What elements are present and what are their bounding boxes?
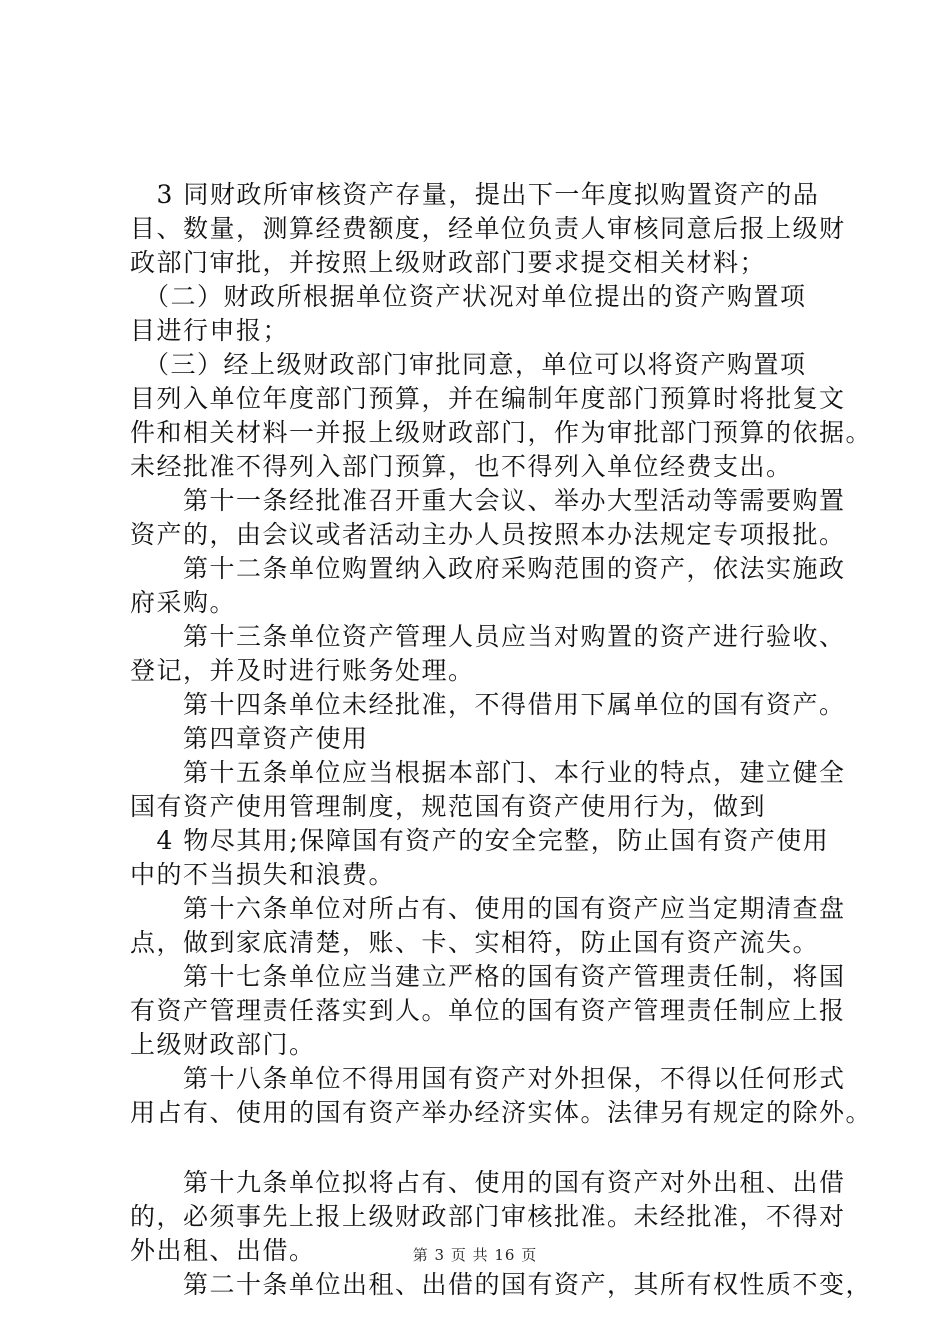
text-line: 第十四条单位未经批准，不得借用下属单位的国有资产。 bbox=[130, 690, 846, 719]
text-line: 上级财政部门。 bbox=[130, 1030, 316, 1059]
page-footer bbox=[0, 1244, 950, 1265]
text-line: 登记，并及时进行账务处理。 bbox=[130, 656, 475, 685]
text-line: 资产的，由会议或者活动主办人员按照本办法规定专项报批。 bbox=[130, 520, 846, 549]
text-line: 的，必须事先上报上级财政部门审核批准。未经批准，不得对 bbox=[130, 1202, 846, 1231]
text-line: 第十七条单位应当建立严格的国有资产管理责任制，将国 bbox=[130, 962, 846, 991]
text-line: 府采购。 bbox=[130, 588, 237, 617]
text-line: 目、数量，测算经费额度，经单位负责人审核同意后报上级财 bbox=[130, 214, 846, 243]
text-line: 件和相关材料一并报上级财政部门，作为审批部门预算的依据。 bbox=[130, 418, 873, 447]
text-line: 外出租、出借。 bbox=[130, 1236, 316, 1265]
text-line: 政部门审批，并按照上级财政部门要求提交相关材料； bbox=[130, 248, 767, 277]
text-line: 第十三条单位资产管理人员应当对购置的资产进行验收、 bbox=[130, 622, 846, 651]
paragraph-gap bbox=[130, 1130, 850, 1166]
page-number-label: 第 3 页 共 16 页 bbox=[412, 1246, 538, 1264]
chapter-heading: 第四章资产使用 bbox=[130, 724, 369, 753]
text-line: 第十五条单位应当根据本部门、本行业的特点，建立健全 bbox=[130, 758, 846, 787]
text-line: 未经批准不得列入部门预算，也不得列入单位经费支出。 bbox=[130, 452, 793, 481]
text-line: 目进行申报； bbox=[130, 316, 290, 345]
text-line: 3 同财政所审核资产存量，提出下一年度拟购置资产的品 bbox=[130, 180, 820, 209]
text-line: 第十八条单位不得用国有资产对外担保，不得以任何形式 bbox=[130, 1064, 846, 1093]
text-line: （三）经上级财政部门审批同意，单位可以将资产购置项 bbox=[130, 350, 807, 379]
text-line: 中的不当损失和浪费。 bbox=[130, 860, 396, 889]
text-line: 用占有、使用的国有资产举办经济实体。法律另有规定的除外。 bbox=[130, 1098, 873, 1127]
text-line: 有资产管理责任落实到人。单位的国有资产管理责任制应上报 bbox=[130, 996, 846, 1025]
text-line: 第二十条单位出租、出借的国有资产，其所有权性质不变， bbox=[130, 1270, 873, 1299]
text-line: 第十二条单位购置纳入政府采购范围的资产，依法实施政 bbox=[130, 554, 846, 583]
text-line: 4 物尽其用;保障国有资产的安全完整，防止国有资产使用 bbox=[130, 826, 830, 855]
text-line: （二）财政所根据单位资产状况对单位提出的资产购置项 bbox=[130, 282, 807, 311]
text-line: 第十六条单位对所占有、使用的国有资产应当定期清查盘 bbox=[130, 894, 846, 923]
text-line: 第十九条单位拟将占有、使用的国有资产对外出租、出借 bbox=[130, 1168, 846, 1197]
text-line: 第十一条经批准召开重大会议、举办大型活动等需要购置 bbox=[130, 486, 846, 515]
text-line: 国有资产使用管理制度，规范国有资产使用行为，做到 bbox=[130, 792, 767, 821]
text-line: 点，做到家底清楚，账、卡、实相符，防止国有资产流失。 bbox=[130, 928, 820, 957]
text-line: 目列入单位年度部门预算，并在编制年度部门预算时将批复文 bbox=[130, 384, 846, 413]
document-body bbox=[130, 178, 873, 1302]
